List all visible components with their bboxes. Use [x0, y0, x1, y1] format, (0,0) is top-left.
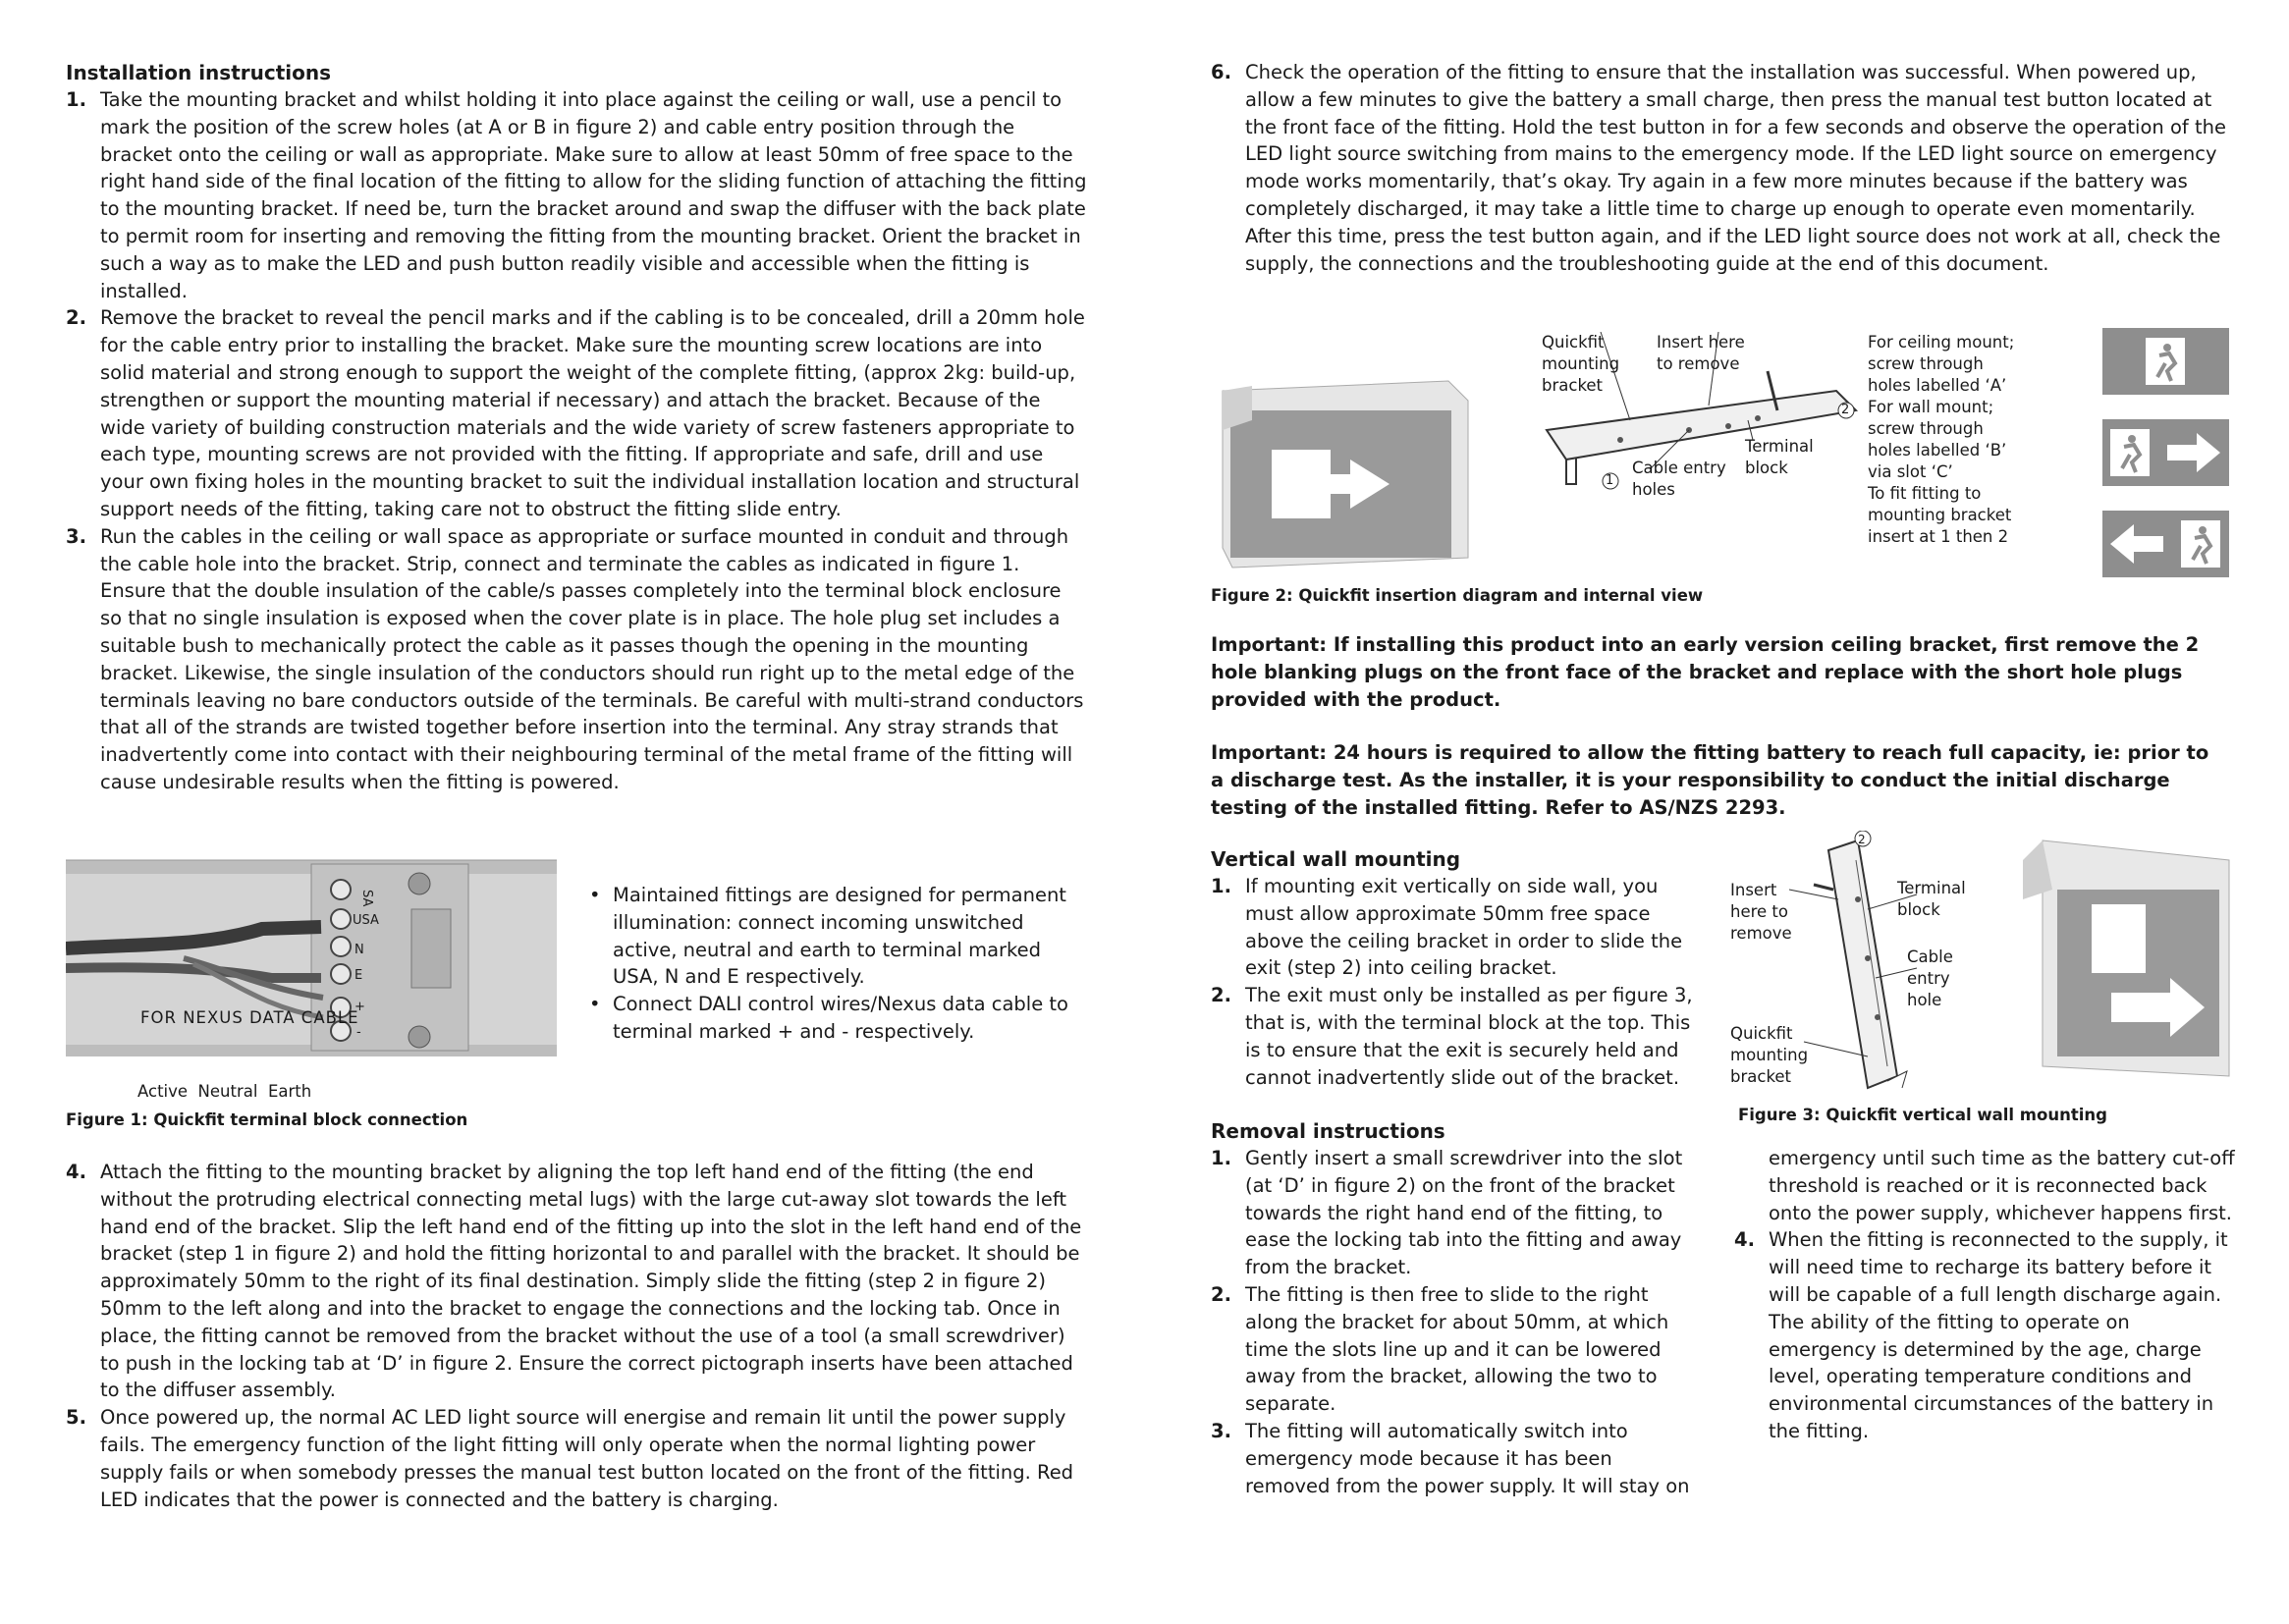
step-text: Take the mounting bracket and whilst holding it into place against the ceiling or wall, use a pencil to mark the position of the screw holes (at A or B in figure 2) and cable entry position through the bracket onto the ceiling or wall as appropriate. Make sure to allow at least 50mm of free space to the right hand side of the final location of the fitting to allow for the sliding function of attaching the fitting to the mounting bracket. If need be, turn the bracket around and swap the diffuser with the back plate to permit room for inserting and removing the fitting from the mounting bracket. Orient the bracket in such a way as to make the LED and push button readily visible and accessible when the fitting is installed.	[100, 88, 1087, 302]
removal-heading: Removal instructions	[1211, 1119, 1445, 1143]
step-number: 5.	[66, 1406, 86, 1430]
step-text: The exit must only be installed as per figure 3, that is, with the terminal block at the top. This is to ensure that the exit is securely held and cannot inadvertently slide out of the bracket.	[1245, 984, 1693, 1089]
label-cable-entry: Cable entry hole	[1907, 947, 1953, 1009]
step-item	[66, 1159, 1087, 1404]
step-text: When the fitting is reconnected to the supply, it will need time to recharge its battery before it will be capable of a full length discharge again. The ability of the fitting to operate on emergency is determined by the age, charge level, operating temperature conditions and environmental circumstances of the battery in the fitting.	[1769, 1228, 2228, 1442]
terminal-label: +	[354, 1000, 365, 1014]
step-text: The fitting will automatically switch into emergency mode because it has been removed from the power supply. It will stay on	[1245, 1419, 1690, 1497]
step-item	[1211, 1418, 1702, 1499]
label-cable-entry: Cable entry holes	[1632, 459, 1726, 499]
step-text: Remove the bracket to reveal the pencil marks and if the cabling is to be concealed, drill a 20mm hole for the cable entry prior to installing the bracket. Make sure the mounting screw locations are into solid material and strong enough to support the weight of the complete fitting, (approx 2kg: build-up, strengthen or support the mounting material if necessary) and attach the bracket. Because of the wide variety of building construction materials and the wide variety of screw fasteners appropriate to each type, mounting screws are not provided with the fitting. If appropriate and safe, drill and use your own fixing holes in the mounting bracket to suit the individual installation location and structural support needs of the fitting, taking care not to obstruct the fitting slide entry.	[100, 306, 1085, 520]
terminal-label: -	[356, 1025, 361, 1040]
important-note-1: Important: If installing this product into an early version ceiling bracket, first remove the 2 hole blanking plugs on the front face of the bracket and replace with the short hole plugs provided with the product.	[1211, 633, 2200, 711]
pictograph-running-man-icon	[2102, 328, 2229, 395]
bullet-item: • Maintained fittings are designed for permanent illumination: connect incoming unswitched active, neutral and earth to terminal marked USA, N and E respectively.	[587, 882, 1078, 991]
step-number: 2.	[1211, 984, 1231, 1007]
step-item	[1734, 1226, 2235, 1444]
removal-continued	[1734, 1145, 2235, 1445]
step-item	[66, 523, 1087, 796]
figure2-bracket	[1542, 332, 1866, 528]
terminal-block-illustration	[66, 850, 557, 1068]
vertical-heading: Vertical wall mounting	[1211, 847, 1461, 871]
wire-label-active: Active	[137, 1082, 189, 1101]
step-number: 3.	[1211, 1419, 1231, 1442]
label-terminal-block: Terminal block	[1745, 437, 1814, 477]
mount-note: For ceiling mount; screw through holes labelled ‘A’	[1868, 333, 2015, 395]
cable-label: FOR NEXUS DATA CABLE	[140, 1008, 359, 1027]
installation-steps	[66, 86, 1087, 796]
step-item	[1211, 873, 1702, 982]
step-item	[66, 304, 1087, 522]
wire-label-earth: Earth	[267, 1082, 312, 1101]
step-item	[66, 1404, 1087, 1513]
figure3-fitting-image	[2013, 831, 2239, 1088]
terminal-label: USA	[353, 913, 379, 928]
step-text: Once powered up, the normal AC LED light source will energise and remain lit until the power supply fails. The emergency function of the light fitting will only operate when the normal lighting power supply fails or when somebody presses the manual test button located on the front of the fitting. Red LED indicates that the power is connected and the battery is charging.	[100, 1406, 1074, 1511]
bullet-item: • Connect DALI control wires/Nexus data cable to terminal marked + and - respectively.	[587, 991, 1078, 1046]
terminal-label: SA	[359, 890, 374, 907]
wire-labels	[137, 1081, 311, 1103]
step-number: 2.	[1211, 1282, 1231, 1306]
figure3-bracket	[1730, 831, 1986, 1096]
step-item	[1211, 59, 2232, 277]
label-quickfit-bracket: Quickfit mounting bracket	[1542, 333, 1620, 395]
installation-heading: Installation instructions	[66, 61, 332, 84]
step1-marker: 1	[1606, 473, 1614, 488]
step-number: 2.	[66, 306, 86, 330]
label-insert-remove: Insert here to remove	[1657, 333, 1745, 373]
vertical-section	[1211, 845, 1702, 1091]
step-text: The fitting is then free to slide to the right along the bracket for about 50mm, at which time the slots line up and it can be lowered away from the bracket, allowing the two to separate.	[1245, 1282, 1669, 1416]
figure1-caption: Figure 1: Quickfit terminal block connection	[66, 1110, 468, 1129]
vertical-exit-sign-illustration	[2013, 831, 2239, 1088]
step-number: 4.	[66, 1161, 86, 1183]
step-text: Attach the fitting to the mounting bracket by aligning the top left hand end of the fitting (the end without the protruding electrical connecting metal lugs) with the large cut-away slot towards the left hand end of the bracket. Slip the left hand end of the fitting up into the slot in the left hand end of the bracket (step 1 in figure 2) and hold the fitting horizontal to and parallel with the bracket. It should be approximately 50mm to the right of its final destination. Simply slide the fitting (step 2 in figure 2) 50mm to the left along and into the bracket to engage the connections and the locking tab. Once in place, the fitting cannot be removed from the bracket without the use of a tool (a small screwdriver) to push in the locking tab at ‘D’ in figure 2. Ensure the correct pictograph inserts have been attached to the diffuser assembly.	[100, 1161, 1082, 1402]
figure1-image	[66, 850, 557, 1068]
wire-label-neutral: Neutral	[197, 1082, 258, 1101]
figure2-fitting-image	[1213, 371, 1470, 569]
step-number: 1.	[66, 88, 86, 111]
installation-continued	[66, 1159, 1087, 1513]
step-item	[1211, 1145, 1702, 1281]
step-text: Gently insert a small screwdriver into the slot (at ‘D’ in figure 2) on the front of the bracket towards the right hand end of the fitting, to ease the locking tab into the fitting and away from the bracket.	[1245, 1147, 1683, 1279]
pictograph-exit-right-icon	[2102, 419, 2229, 486]
mount-notes	[1868, 332, 2025, 548]
step-text: If mounting exit vertically on side wall, you must allow approximate 50mm free space above the ceiling bracket in order to slide the exit (step 2) into ceiling bracket.	[1245, 875, 1683, 980]
step-number: 1.	[1211, 1147, 1231, 1169]
figure1-notes	[587, 882, 1078, 1046]
step-number: 6.	[1211, 61, 1231, 83]
pictograph-exit-left-icon	[2102, 511, 2229, 577]
terminal-label: E	[354, 968, 363, 983]
terminal-labels	[353, 890, 380, 906]
installation-section	[66, 59, 1087, 796]
exit-sign-illustration	[1213, 371, 1470, 569]
step-number: 1.	[1211, 875, 1231, 897]
removal-section	[1211, 1117, 1702, 1499]
terminal-label: N	[354, 943, 364, 957]
step-text: Check the operation of the fitting to ensure that the installation was successful. When powered up, allow a few minutes to give the battery a small charge, then press the manual test button located at the front face of the fitting. Hold the test button in for a few seconds and observe the operation of the LED light source switching from mains to the emergency mode. If the LED light source on emergency mode works momentarily, that’s okay. Try again in a few more minutes because if the battery was completely discharged, it may take a little time to charge up enough to operate even momentarily. After this time, press the test button again, and if the LED light source does not work at all, check the supply, the connections and the troubleshooting guide at the end of this document.	[1245, 61, 2226, 275]
label-terminal-block: Terminal block	[1897, 879, 1966, 919]
figure2-caption: Figure 2: Quickfit insertion diagram and internal view	[1211, 586, 1704, 605]
label-quickfit-bracket: Quickfit mounting bracket	[1730, 1024, 1809, 1086]
step-item	[1211, 1281, 1702, 1418]
step-text: Run the cables in the ceiling or wall space as appropriate or surface mounted in conduit and through the cable hole into the bracket. Strip, connect and terminate the cables as indicated in figure 1. Ensure that the double insulation of the cable/s passes completely into the terminal block enclosure so that no single insulation is exposed when the cover plate is in place. The hole plug set includes a suitable bush to mechanically protect the cable as it passes though the opening in the mounting bracket. Likewise, the single insulation of the conductors should run right up to the metal edge of the terminals leaving no bare conductors outside of the terminals. Be careful with multi-strand conductors that all of the strands are twisted together before insertion into the terminal. Any stray strands that inadvertently come into contact with their neighbouring terminal of the metal frame of the fitting will cause undesirable results when the fitting is powered.	[100, 524, 1084, 793]
label-insert-remove: Insert here to remove	[1730, 881, 1792, 943]
step-six	[1211, 59, 2232, 277]
step-number: 3.	[66, 524, 86, 548]
step-number: 4.	[1734, 1228, 1755, 1252]
figure3-caption: Figure 3: Quickfit vertical wall mounting	[1738, 1106, 2107, 1124]
step2-marker: 2	[1841, 403, 1850, 417]
mount-note: For wall mount; screw through holes labelled ‘B’ via slot ‘C’	[1868, 398, 2007, 481]
important-note-2: Important: 24 hours is required to allow the fitting battery to reach full capacity, ie: prior to a discharge test. As the installer, it is your responsibility to conduct the initial discharge testing of the installed fitting. Refer to AS/NZS 2293.	[1211, 741, 2209, 819]
step-item	[66, 86, 1087, 304]
continuation-text: emergency until such time as the battery cut-off threshold is reached or it is reconnected back onto the power supply, whichever happens first.	[1769, 1147, 2235, 1224]
mount-note: To fit fitting to mounting bracket insert at 1 then 2	[1868, 484, 2012, 546]
step-item	[1211, 982, 1702, 1091]
step2-marker: 2	[1858, 833, 1866, 846]
